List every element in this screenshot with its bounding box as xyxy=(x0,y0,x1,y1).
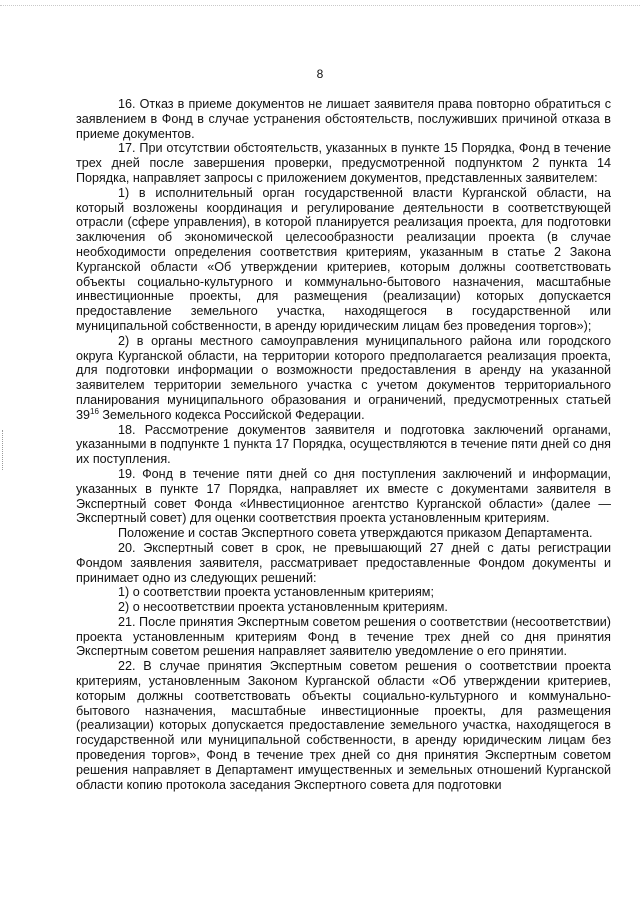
paragraph-16: 16. Отказ в приеме документов не лишает заявителя права повторно обратиться с заявлением в Фонд в случае устранения обстоятельств, послуживших причиной отказа в приеме документов. xyxy=(76,97,611,141)
paragraph-22: 22. В случае принятия Экспертным советом решения о соответствии проекта критериям, установленным Законом Курганской области «Об утверждении критериев, которым должны соответствовать объекты социально-культурного и коммунально-бытового назначения, масштабные инвестиционные проекты, для размещения (реализации) которых допускается предоставление земельного участка, находящегося в государственной или муниципальной собственности, в аренду юридическим лицам без проведения торгов», Фонд в течение трех дней со дня принятия Экспертным советом решения направляет в Департамент имущественных и земельных отношений Курганской области копию протокола заседания Экспертного совета для подготовки xyxy=(76,659,611,792)
paragraph-17-item-2-tail: Земельного кодекса Российской Федерации. xyxy=(98,407,365,422)
paragraph-17: 17. При отсутствии обстоятельств, указанных в пункте 15 Порядка, Фонд в течение трех дней после завершения проверки, предусмотренной подпунктом 2 пункта 14 Порядка, направляет запросы с приложением документов, представленных заявителем: xyxy=(76,141,611,185)
paragraph-17-item-2-text: 2) в органы местного самоуправления муниципального района или городского округа Курганской области, на территории которого предполагается реализация проекта, для подготовки информации о возможности предоставления в аренду на указанной заявителем территории земельного участка с учетом документов территориального планирования муниципального образования и ограничений, предусмотренных статьей 39 xyxy=(76,333,611,422)
scan-top-edge xyxy=(0,5,640,6)
page-number: 8 xyxy=(316,67,324,81)
scan-left-edge-marks xyxy=(2,430,5,470)
paragraph-21: 21. После принятия Экспертным советом решения о соответствии (несоответствии) проекта установленным критериям Фонд в течение трех дней со дня принятия Экспертным советом решения направляет заявителю уведомление о его принятии. xyxy=(76,614,611,659)
paragraph-17-item-2 xyxy=(76,334,611,423)
paragraph-19: 19. Фонд в течение пяти дней со дня поступления заключений и информации, указанных в пункте 17 Порядка, направляет их вместе с документами заявителя в Экспертный совет Фонда «Инвестиционное агентство Курганской области» (далее — Экспертный совет) для оценки соответствия проекта установленным критериям. xyxy=(76,466,611,526)
paragraph-20: 20. Экспертный совет в срок, не превышающий 27 дней с даты регистрации Фондом заявления заявителя, рассматривает предоставленные Фондом документы и принимает одно из следующих решений: xyxy=(76,540,611,585)
paragraph-20-item-2: 2) о несоответствии проекта установленным критериям. xyxy=(118,600,448,615)
paragraph-20-item-1: 1) о соответствии проекта установленным критериям; xyxy=(118,585,434,600)
paragraph-expert-council-note: Положение и состав Экспертного совета утверждаются приказом Департамента. xyxy=(118,526,593,541)
document-body xyxy=(76,97,611,792)
paragraph-17-item-1: 1) в исполнительный орган государственной власти Курганской области, на который возложены координация и регулирование деятельности в соответствующей отрасли (сфере управления), в которой планируется реализация проекта, для подготовки заключения об экономической целесообразности реализации проекта (в случае необходимости определения соответствия критериям, указанным в статье 2 Закона Курганской области «Об утверждении критериев, которым должны соответствовать объекты социально-культурного и коммунально-бытового назначения, масштабные инвестиционные проекты, для размещения (реализации) которых допускается предоставление земельного участка, находящегося в государственной или муниципальной собственности, в аренду юридическим лицам без проведения торгов»); xyxy=(76,185,611,333)
article-superscript: 16 xyxy=(90,406,99,416)
paragraph-18: 18. Рассмотрение документов заявителя и подготовка заключений органами, указанными в подпункте 1 пункта 17 Порядка, осуществляются в течение пяти дней со дня их поступления. xyxy=(76,422,611,467)
